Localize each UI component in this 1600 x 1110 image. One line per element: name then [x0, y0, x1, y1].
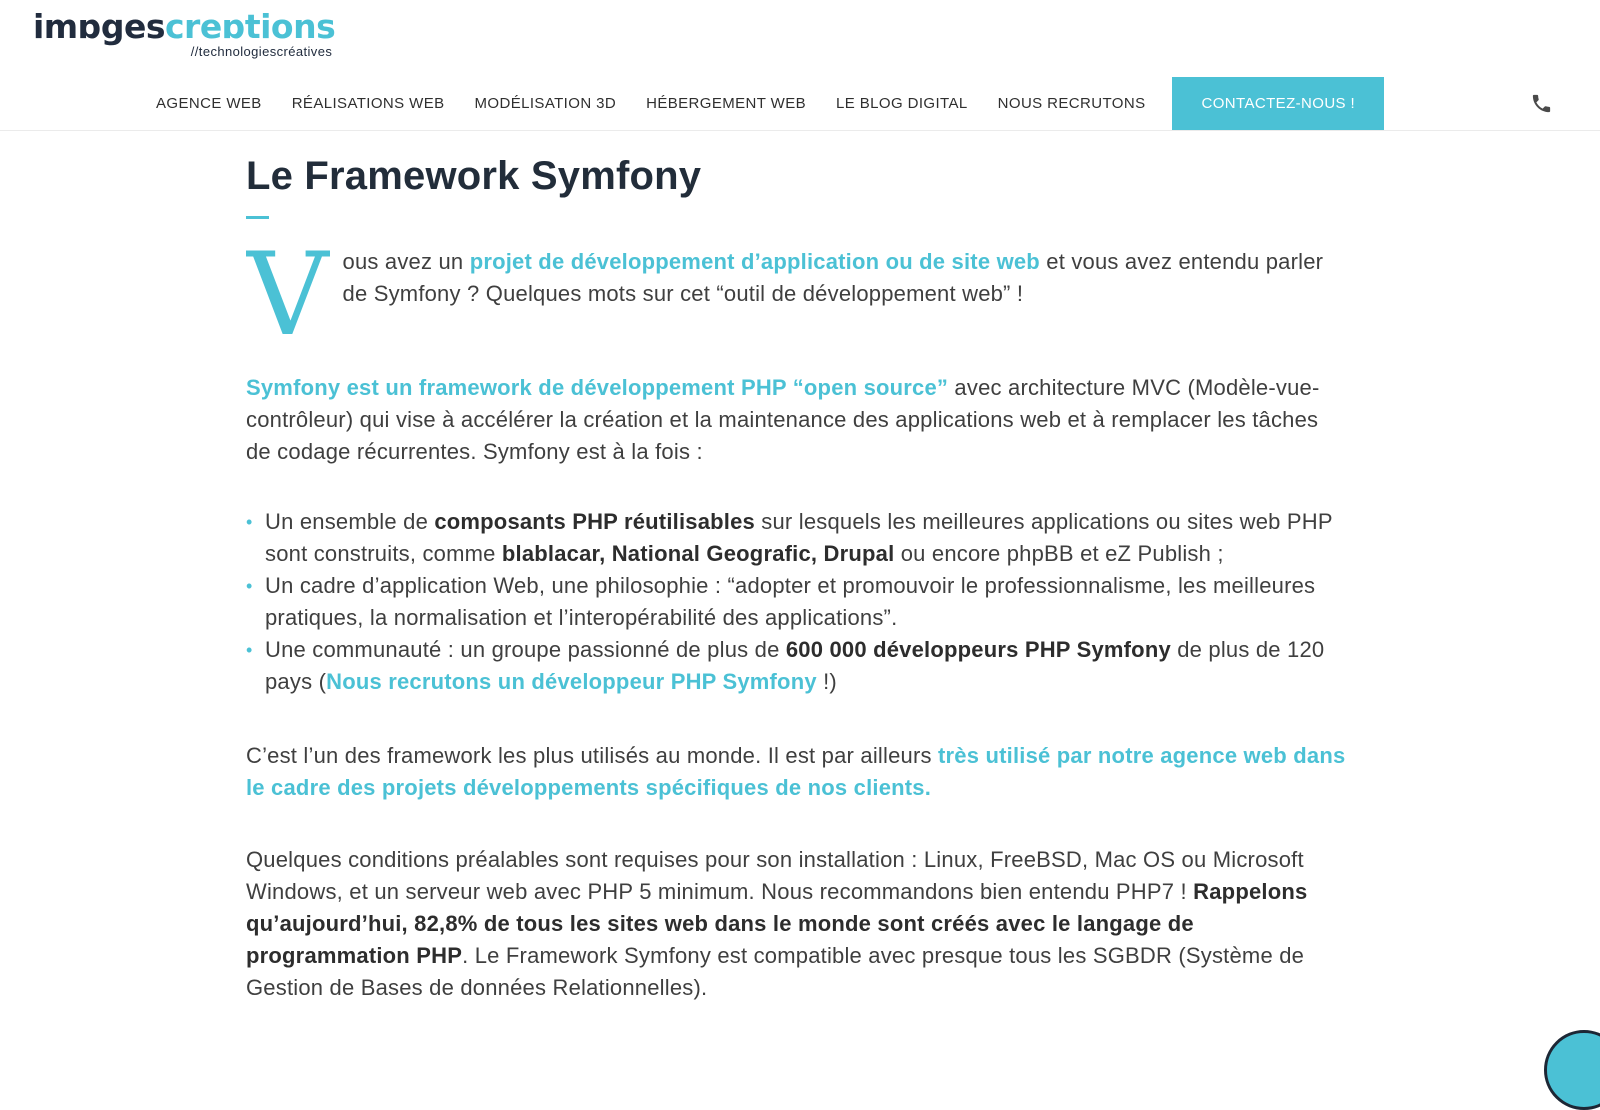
brand-word-creations: cre [165, 7, 222, 46]
symfony-features-list [246, 506, 1348, 698]
requirements-text: Quelques conditions préalables sont requises pour son installation : Linux, FreeBSD, Mac OS ou Microsoft Windows, et un serveur web avec PHP 5 minimum. Nous recommandons bien entendu PHP7 ! [246, 847, 1304, 904]
bullet-bold: composants PHP réutilisables [434, 509, 755, 534]
nav-item-realisations-web[interactable]: RÉALISATIONS WEB [277, 95, 460, 112]
brand-stylized-a: ɑ [222, 8, 245, 46]
title-underline [246, 216, 269, 219]
recruiting-link[interactable]: Nous recrutons un développeur PHP Symfony [326, 669, 817, 694]
brand-wordmark [33, 8, 335, 46]
requirements-text-end: . Le Framework Symfony est compatible avec presque tous les SGBDR (Système de Gestion de Bases de données Relationnelles). [246, 943, 1304, 1000]
bullet-text: Une communauté : un groupe passionné de plus de [265, 637, 786, 662]
bullet-bold: blablacar, National Geografic, Drupal [502, 541, 895, 566]
bullet-text: de plus de 120 pays ( [265, 637, 1324, 694]
usage-highlight: très utilisé par notre agence web dans le cadre des projets développements spécifiques de nos clients. [246, 743, 1345, 800]
list-item [246, 506, 1348, 570]
bullet-bold: 600 000 développeurs PHP Symfony [786, 637, 1171, 662]
intro-text: ous avez un [343, 249, 470, 274]
site-header [0, 0, 1600, 131]
bullet-text: Un ensemble de [265, 509, 434, 534]
definition-highlight: Symfony est un framework de développement PHP “open source” [246, 375, 948, 400]
nav-item-agence-web[interactable]: AGENCE WEB [141, 95, 277, 112]
phone-icon[interactable] [1530, 92, 1553, 115]
usage-paragraph [246, 740, 1348, 804]
bullet-text: Un cadre d’application Web, une philosophie : “adopter et promouvoir le professionnalisme, les meilleures pratiques, la normalisation et l’interopérabilité des applications”. [265, 573, 1315, 630]
list-item [246, 570, 1348, 634]
brand-word-images: im [33, 7, 78, 46]
definition-paragraph [246, 372, 1348, 468]
dropcap-letter: V [246, 250, 329, 340]
bullet-text: !) [817, 669, 837, 694]
intro-paragraph [246, 246, 1348, 340]
brand-word-creations-end: tions [245, 7, 335, 46]
main-nav [141, 77, 1600, 130]
article [246, 154, 1348, 1004]
brand-tagline: //technologiescréatives [33, 44, 335, 59]
bullet-text: ou encore phpBB et eZ Publish ; [894, 541, 1223, 566]
page-title: Le Framework Symfony [246, 154, 1348, 199]
nav-item-modelisation-3d[interactable]: MODÉLISATION 3D [460, 95, 632, 112]
contact-button[interactable]: CONTACTEZ-NOUS ! [1172, 77, 1384, 130]
nav-item-hebergement-web[interactable]: HÉBERGEMENT WEB [631, 95, 821, 112]
intro-text-end: et vous avez entendu parler de Symfony ? Quelques mots sur cet “outil de développement web” ! [343, 249, 1324, 306]
chat-widget-button[interactable] [1544, 1030, 1600, 1110]
logo[interactable] [33, 8, 335, 59]
brand-stylized-a: ɑ [78, 8, 101, 46]
list-item [246, 634, 1348, 698]
requirements-paragraph [246, 844, 1348, 1004]
usage-text: C’est l’un des framework les plus utilisés au monde. Il est par ailleurs [246, 743, 938, 768]
bullet-text: sur lesquels les meilleures applications ou sites web PHP sont construits, comme [265, 509, 1332, 566]
requirements-bold: Rappelons qu’aujourd’hui, 82,8% de tous les sites web dans le monde sont créés avec le langage de programmation PHP [246, 879, 1307, 968]
intro-highlight-link[interactable]: projet de développement d’application ou de site web [470, 249, 1040, 274]
nav-item-le-blog-digital[interactable]: LE BLOG DIGITAL [821, 95, 983, 112]
brand-word-images-end: ges [101, 7, 165, 46]
definition-text: avec architecture MVC (Modèle-vue-contrôleur) qui vise à accélérer la création et la maintenance des applications web et à remplacer les tâches de codage récurrentes. Symfony est à la fois : [246, 375, 1319, 464]
nav-item-nous-recrutons[interactable]: NOUS RECRUTONS [983, 95, 1161, 112]
